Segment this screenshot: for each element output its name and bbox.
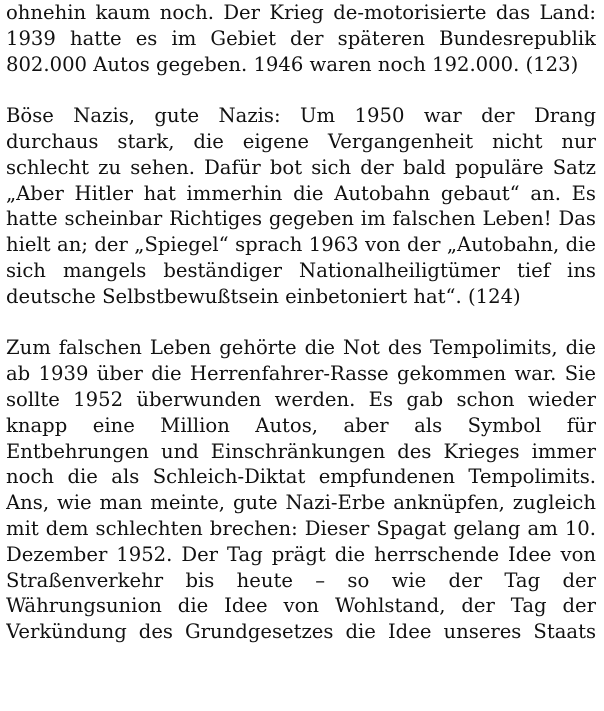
text-line: Dezember 1952. Der Tag prägt die herrschende Idee von <box>6 542 596 566</box>
text-line: knapp eine Million Autos, aber als Symbol für <box>6 413 596 437</box>
document-page <box>6 0 596 645</box>
text-line: sollte 1952 überwunden werden. Es gab schon wieder <box>6 387 596 411</box>
text-line: ohnehin kaum noch. Der Krieg de-motorisierte das Land: <box>6 1 596 24</box>
text-line: Straßenverkehr bis heute – so wie der Tag der <box>6 568 596 592</box>
text-line: Böse Nazis, gute Nazis: Um 1950 war der Drang <box>6 104 596 128</box>
text-line: Entbehrungen und Einschränkungen des Krieges immer <box>6 439 596 463</box>
text-line: Währungsunion die Idee von Wohlstand, der Tag der <box>6 594 596 618</box>
text-line: Verkündung des Grundgesetzes die Idee unseres Staats <box>6 620 596 644</box>
text-line: hatte scheinbar Richtiges gegeben im falschen Leben! Das <box>6 207 596 231</box>
text-line: mit dem schlechten brechen: Dieser Spagat gelang am 10. <box>6 516 596 540</box>
paragraph-gap <box>6 77 596 103</box>
text-line: 802.000 Autos gegeben. 1946 waren noch 192.000. (123) <box>6 52 579 76</box>
paragraph-gap <box>6 310 596 336</box>
paragraph-1 <box>6 0 596 77</box>
paragraph-3 <box>6 335 596 645</box>
text-line: hielt an; der „Spiegel“ sprach 1963 von der „Autobahn, die <box>6 233 596 257</box>
text-line: durchaus stark, die eigene Vergangenheit nicht nur <box>6 129 596 153</box>
text-line: Zum falschen Leben gehörte die Not des Tempolimits, die <box>6 336 596 360</box>
text-line: deutsche Selbstbewußtsein einbetoniert hat“. (124) <box>6 284 521 308</box>
text-line: ab 1939 über die Herrenfahrer-Rasse gekommen war. Sie <box>6 362 596 386</box>
text-line: noch die als Schleich-Diktat empfundenen Tempolimits. <box>6 465 596 489</box>
text-line: „Aber Hitler hat immerhin die Autobahn gebaut“ an. Es <box>6 181 596 205</box>
paragraph-2 <box>6 103 596 309</box>
text-line: sich mangels beständiger Nationalheiligtümer tief ins <box>6 258 596 282</box>
text-line: Ans, wie man meinte, gute Nazi-Erbe anknüpfen, zugleich <box>6 491 596 515</box>
text-line: 1939 hatte es im Gebiet der späteren Bundesrepublik <box>6 26 596 50</box>
text-line: schlecht zu sehen. Dafür bot sich der bald populäre Satz <box>6 155 596 179</box>
